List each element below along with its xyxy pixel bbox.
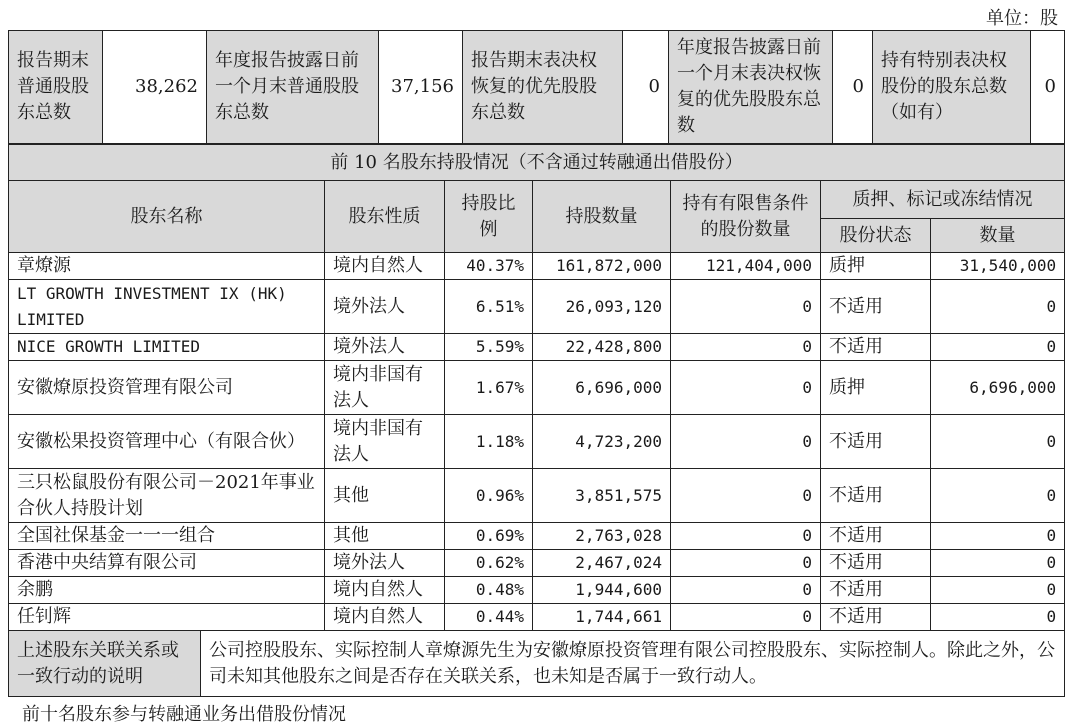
cell-nature: 境外法人: [325, 334, 445, 361]
cell-nature: 境内自然人: [325, 577, 445, 604]
cell-restricted: 0: [671, 604, 821, 631]
cell-name: 任钊辉: [9, 604, 325, 631]
bottom-note: 前十名股东参与转融通业务出借股份情况: [22, 704, 346, 725]
cell-restricted: 0: [671, 523, 821, 550]
cell-name: LT GROWTH INVESTMENT IX (HK) LIMITED: [9, 280, 325, 334]
summary-label-ordinary-prev-month: 年度报告披露日前一个月末普通股股东总数: [207, 31, 379, 144]
cell-amount: 31,540,000: [931, 253, 1065, 280]
cell-nature: 境内自然人: [325, 253, 445, 280]
cell-restricted: 0: [671, 361, 821, 415]
cell-amount: 0: [931, 523, 1065, 550]
relation-text: 公司控股股东、实际控制人章燎源先生为安徽燎原投资管理有限公司控股股东、实际控制人。除此之外，公司未知其他股东之间是否存在关联关系，也未知是否属于一致行动人。: [201, 631, 1065, 697]
cell-ratio: 0.48%: [445, 577, 533, 604]
cell-name: 香港中央结算有限公司: [9, 550, 325, 577]
cell-restricted: 0: [671, 334, 821, 361]
summary-value-preferred-total: 0: [623, 31, 669, 144]
cell-name: 全国社保基金一一一组合: [9, 523, 325, 550]
cell-nature: 其他: [325, 469, 445, 523]
table-row: [9, 577, 1065, 604]
cell-status: 不适用: [821, 469, 931, 523]
cell-qty: 3,851,575: [533, 469, 671, 523]
cell-nature: 境内非国有法人: [325, 361, 445, 415]
cell-qty: 2,763,028: [533, 523, 671, 550]
cell-qty: 161,872,000: [533, 253, 671, 280]
cell-qty: 4,723,200: [533, 415, 671, 469]
cell-qty: 26,093,120: [533, 280, 671, 334]
cell-name: 余鹏: [9, 577, 325, 604]
cell-ratio: 6.51%: [445, 280, 533, 334]
cell-ratio: 0.44%: [445, 604, 533, 631]
cell-nature: 境内自然人: [325, 604, 445, 631]
summary-value-special-voting: 0: [1031, 31, 1065, 144]
summary-value-ordinary-total: 38,262: [103, 31, 207, 144]
table-row: [9, 361, 1065, 415]
cell-amount: 6,696,000: [931, 361, 1065, 415]
summary-label-special-voting: 持有特别表决权股份的股东总数（如有）: [873, 31, 1031, 144]
cell-nature: 其他: [325, 523, 445, 550]
table-row: [9, 415, 1065, 469]
cell-ratio: 1.67%: [445, 361, 533, 415]
summary-label-preferred-total: 报告期末表决权恢复的优先股股东总数: [463, 31, 623, 144]
cell-amount: 0: [931, 334, 1065, 361]
cell-nature: 境外法人: [325, 280, 445, 334]
cell-amount: 0: [931, 550, 1065, 577]
cell-amount: 0: [931, 577, 1065, 604]
table-row: [9, 550, 1065, 577]
cell-nature: 境外法人: [325, 550, 445, 577]
cell-restricted: 0: [671, 577, 821, 604]
cell-ratio: 0.96%: [445, 469, 533, 523]
cell-qty: 22,428,800: [533, 334, 671, 361]
cell-status: 不适用: [821, 415, 931, 469]
header-restricted: 持有有限售条件的股份数量: [671, 181, 821, 253]
cell-nature: 境内非国有法人: [325, 415, 445, 469]
cell-qty: 2,467,024: [533, 550, 671, 577]
summary-value-ordinary-prev-month: 37,156: [379, 31, 463, 144]
header-amount: 数量: [931, 219, 1065, 253]
table-row: [9, 334, 1065, 361]
cell-ratio: 1.18%: [445, 415, 533, 469]
shareholder-summary-table: [8, 30, 1065, 144]
table-row: [9, 604, 1065, 631]
cell-ratio: 40.37%: [445, 253, 533, 280]
header-pledge: 质押、标记或冻结情况: [821, 181, 1065, 219]
cell-name: 三只松鼠股份有限公司－2021年事业合伙人持股计划: [9, 469, 325, 523]
cell-amount: 0: [931, 469, 1065, 523]
header-name: 股东名称: [9, 181, 325, 253]
cell-status: 质押: [821, 253, 931, 280]
cell-restricted: 0: [671, 415, 821, 469]
cell-qty: 1,944,600: [533, 577, 671, 604]
top10-shareholders-table: [8, 144, 1065, 697]
cell-status: 质押: [821, 361, 931, 415]
header-ratio: 持股比例: [445, 181, 533, 253]
cell-name: 安徽松果投资管理中心（有限合伙）: [9, 415, 325, 469]
cell-restricted: 0: [671, 469, 821, 523]
cell-status: 不适用: [821, 523, 931, 550]
header-qty: 持股数量: [533, 181, 671, 253]
summary-label-preferred-prev-month: 年度报告披露日前一个月末表决权恢复的优先股股东总数: [669, 31, 833, 144]
cell-restricted: 0: [671, 550, 821, 577]
cell-name: 章燎源: [9, 253, 325, 280]
cell-name: 安徽燎原投资管理有限公司: [9, 361, 325, 415]
section-title: 前 10 名股东持股情况（不含通过转融通出借股份）: [9, 145, 1065, 181]
cell-qty: 1,744,661: [533, 604, 671, 631]
table-row: [9, 523, 1065, 550]
cell-qty: 6,696,000: [533, 361, 671, 415]
cell-ratio: 0.62%: [445, 550, 533, 577]
header-status: 股份状态: [821, 219, 931, 253]
table-row: [9, 280, 1065, 334]
unit-label: 单位：股: [986, 8, 1058, 29]
cell-amount: 0: [931, 604, 1065, 631]
table-row: [9, 253, 1065, 280]
cell-status: 不适用: [821, 334, 931, 361]
cell-status: 不适用: [821, 550, 931, 577]
summary-label-ordinary-total: 报告期末普通股股东总数: [9, 31, 103, 144]
cell-restricted: 0: [671, 280, 821, 334]
cell-status: 不适用: [821, 604, 931, 631]
summary-value-preferred-prev-month: 0: [833, 31, 873, 144]
relation-label: 上述股东关联关系或一致行动的说明: [9, 631, 201, 697]
cell-restricted: 121,404,000: [671, 253, 821, 280]
cell-ratio: 0.69%: [445, 523, 533, 550]
cell-ratio: 5.59%: [445, 334, 533, 361]
cell-amount: 0: [931, 415, 1065, 469]
cell-name: NICE GROWTH LIMITED: [9, 334, 325, 361]
cell-status: 不适用: [821, 280, 931, 334]
header-nature: 股东性质: [325, 181, 445, 253]
table-row: [9, 469, 1065, 523]
cell-amount: 0: [931, 280, 1065, 334]
cell-status: 不适用: [821, 577, 931, 604]
